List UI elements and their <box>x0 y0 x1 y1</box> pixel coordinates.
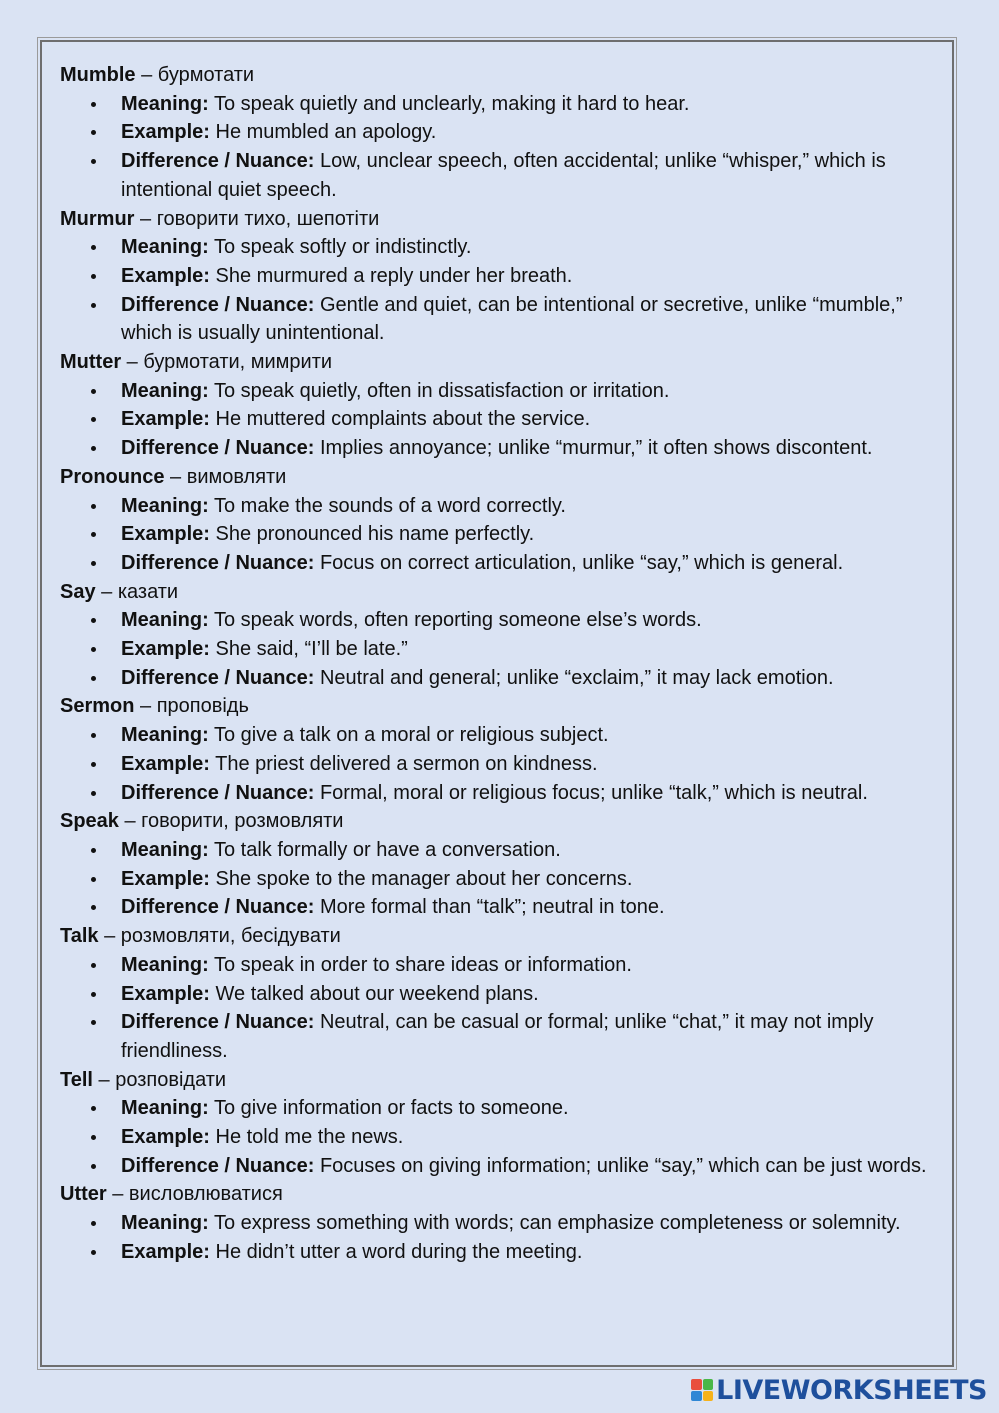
difference-text: Low, unclear speech, often accidental; unlike “whisper,” which is intentional quiet speech. <box>121 150 886 201</box>
difference-text: Gentle and quiet, can be intentional or secretive, unlike “mumble,” which is usually unintentional. <box>121 293 903 345</box>
difference-label: Difference / Nuance: <box>121 666 315 689</box>
meaning-text: To speak in order to share ideas or information. <box>208 953 632 976</box>
example-text: She pronounced his name perfectly. <box>209 523 535 546</box>
entry-details-list <box>60 1094 945 1180</box>
entry-translation: – бурмотати <box>135 64 255 86</box>
entry-meaning-item <box>121 90 945 119</box>
entry-difference-item <box>121 291 945 348</box>
meaning-label: Meaning: <box>121 838 209 861</box>
example-label: Example: <box>121 408 210 431</box>
example-label: Example: <box>121 638 210 661</box>
example-label: Example: <box>121 752 210 775</box>
difference-label: Difference / Nuance: <box>121 1154 315 1177</box>
example-label: Example: <box>121 982 210 1005</box>
entry-word: Tell <box>60 1068 93 1091</box>
entry-example-item <box>121 635 945 664</box>
vocab-entry <box>60 1066 945 1181</box>
entry-example-item <box>121 262 945 291</box>
entry-meaning-item <box>121 1094 945 1123</box>
entry-example-item <box>121 865 945 894</box>
entry-heading <box>60 348 945 377</box>
entry-meaning-item <box>121 721 945 750</box>
difference-label: Difference / Nuance: <box>121 896 315 919</box>
difference-text: More formal than “talk”; neutral in tone. <box>314 896 665 919</box>
meaning-label: Meaning: <box>121 92 209 115</box>
meaning-label: Meaning: <box>121 724 209 747</box>
entry-translation: – проповідь <box>134 695 249 718</box>
example-label: Example: <box>121 523 210 546</box>
entry-example-item <box>121 980 945 1009</box>
vocab-entry <box>60 348 945 463</box>
entry-details-list <box>60 377 945 463</box>
logo-mark-square <box>691 1379 702 1390</box>
liveworksheets-logo-text: LIVEWORKSHEETS <box>716 1374 987 1406</box>
difference-text: Formal, moral or religious focus; unlike “talk,” which is neutral. <box>314 781 868 804</box>
example-text: He mumbled an apology. <box>209 121 437 144</box>
entry-details-list <box>60 606 945 692</box>
meaning-text: To speak quietly, often in dissatisfaction or irritation. <box>208 379 670 402</box>
entry-meaning-item <box>121 492 945 521</box>
entry-details-list <box>60 721 945 807</box>
example-label: Example: <box>121 264 210 287</box>
entry-word: Murmur <box>60 207 135 230</box>
liveworksheets-logo <box>691 1375 987 1405</box>
difference-text: Focus on correct articulation, unlike “say,” which is general. <box>314 551 844 574</box>
logo-mark-square <box>703 1379 714 1390</box>
difference-label: Difference / Nuance: <box>121 437 315 460</box>
entry-example-item <box>121 520 945 549</box>
worksheet-content <box>60 61 945 1267</box>
entry-translation: – висловлюватися <box>106 1183 283 1206</box>
vocab-entry <box>60 1180 945 1266</box>
entry-word: Sermon <box>60 695 135 718</box>
entry-difference-item <box>121 549 945 578</box>
entry-heading <box>60 922 945 951</box>
vocab-entry <box>60 807 945 922</box>
entry-heading <box>60 1180 945 1209</box>
entry-example-item <box>121 750 945 779</box>
meaning-text: To speak softly or indistinctly. <box>208 236 472 259</box>
entry-details-list <box>60 1209 945 1266</box>
entry-example-item <box>121 1238 945 1267</box>
meaning-text: To make the sounds of a word correctly. <box>208 494 566 517</box>
entry-details-list <box>60 233 945 348</box>
example-text: We talked about our weekend plans. <box>209 982 539 1005</box>
entry-heading <box>60 205 945 234</box>
meaning-label: Meaning: <box>121 1097 209 1120</box>
entry-word: Say <box>60 580 96 603</box>
entry-difference-item <box>121 434 945 463</box>
entry-details-list <box>60 836 945 922</box>
meaning-label: Meaning: <box>121 379 209 402</box>
vocab-entry <box>60 922 945 1066</box>
entry-example-item <box>121 1123 945 1152</box>
difference-label: Difference / Nuance: <box>121 781 315 804</box>
entry-details-list <box>60 492 945 578</box>
entry-translation: – розмовляти, бесідувати <box>98 925 341 948</box>
entry-example-item <box>121 118 945 147</box>
difference-label: Difference / Nuance: <box>121 1011 315 1034</box>
example-text: He didn’t utter a word during the meeting. <box>209 1240 583 1263</box>
entry-heading <box>60 463 945 492</box>
difference-label: Difference / Nuance: <box>121 293 315 316</box>
difference-text: Neutral and general; unlike “exclaim,” it may lack emotion. <box>314 666 834 689</box>
example-text: He muttered complaints about the service. <box>209 408 591 431</box>
entry-difference-item <box>121 893 945 922</box>
entry-details-list <box>60 951 945 1066</box>
entry-translation: – говорити, розмовляти <box>118 810 344 833</box>
example-text: She murmured a reply under her breath. <box>209 264 573 287</box>
entry-translation: – вимовляти <box>164 465 287 488</box>
difference-text: Focuses on giving information; unlike “say,” which can be just words. <box>314 1154 927 1177</box>
entry-heading <box>60 61 945 90</box>
entry-meaning-item <box>121 606 945 635</box>
entry-meaning-item <box>121 233 945 262</box>
example-text: The priest delivered a sermon on kindness. <box>209 752 598 775</box>
meaning-label: Meaning: <box>121 1212 209 1235</box>
entry-example-item <box>121 405 945 434</box>
example-label: Example: <box>121 1126 210 1149</box>
entry-difference-item <box>121 779 945 808</box>
entry-meaning-item <box>121 836 945 865</box>
entry-word: Speak <box>60 810 119 833</box>
meaning-label: Meaning: <box>121 494 209 517</box>
meaning-text: To speak words, often reporting someone else’s words. <box>208 609 702 632</box>
entry-difference-item <box>121 147 945 204</box>
entry-word: Talk <box>60 925 99 948</box>
vocab-entry <box>60 463 945 578</box>
difference-label: Difference / Nuance: <box>121 551 315 574</box>
entry-heading <box>60 1066 945 1095</box>
entry-word: Mutter <box>60 351 122 374</box>
entry-meaning-item <box>121 377 945 406</box>
entry-word: Mumble <box>60 64 136 86</box>
entry-translation: – бурмотати, мимрити <box>121 351 333 374</box>
example-label: Example: <box>121 121 210 144</box>
entry-heading <box>60 692 945 721</box>
entry-heading <box>60 807 945 836</box>
example-text: She said, “I’ll be late.” <box>209 638 408 661</box>
meaning-text: To express something with words; can emphasize completeness or solemnity. <box>208 1212 901 1235</box>
entry-difference-item <box>121 664 945 693</box>
logo-mark-square <box>703 1391 714 1402</box>
example-label: Example: <box>121 1240 210 1263</box>
entry-difference-item <box>121 1152 945 1181</box>
liveworksheets-logo-icon <box>691 1379 713 1401</box>
entry-translation: – говорити тихо, шепотіти <box>134 207 380 230</box>
entry-meaning-item <box>121 951 945 980</box>
meaning-text: To talk formally or have a conversation. <box>208 838 561 861</box>
vocab-entry <box>60 61 945 205</box>
difference-text: Neutral, can be casual or formal; unlike “chat,” it may not imply friendliness. <box>121 1011 874 1062</box>
entry-translation: – казати <box>95 580 179 603</box>
meaning-text: To speak quietly and unclearly, making it hard to hear. <box>208 92 690 115</box>
entry-meaning-item <box>121 1209 945 1238</box>
vocab-entry <box>60 692 945 807</box>
entry-translation: – розповідати <box>92 1068 227 1091</box>
logo-mark-square <box>691 1391 702 1402</box>
example-text: He told me the news. <box>209 1126 404 1149</box>
meaning-text: To give a talk on a moral or religious subject. <box>208 724 609 747</box>
entry-difference-item <box>121 1008 945 1065</box>
example-text: She spoke to the manager about her concerns. <box>209 867 633 890</box>
vocab-entry <box>60 578 945 693</box>
entry-heading <box>60 578 945 607</box>
example-label: Example: <box>121 867 210 890</box>
meaning-text: To give information or facts to someone. <box>208 1097 569 1120</box>
meaning-label: Meaning: <box>121 953 209 976</box>
meaning-label: Meaning: <box>121 609 209 632</box>
entry-word: Pronounce <box>60 465 165 488</box>
vocab-entry <box>60 205 945 349</box>
meaning-label: Meaning: <box>121 236 209 259</box>
entry-word: Utter <box>60 1183 107 1206</box>
entry-details-list <box>60 90 945 205</box>
difference-label: Difference / Nuance: <box>121 150 315 173</box>
difference-text: Implies annoyance; unlike “murmur,” it often shows discontent. <box>314 437 873 460</box>
